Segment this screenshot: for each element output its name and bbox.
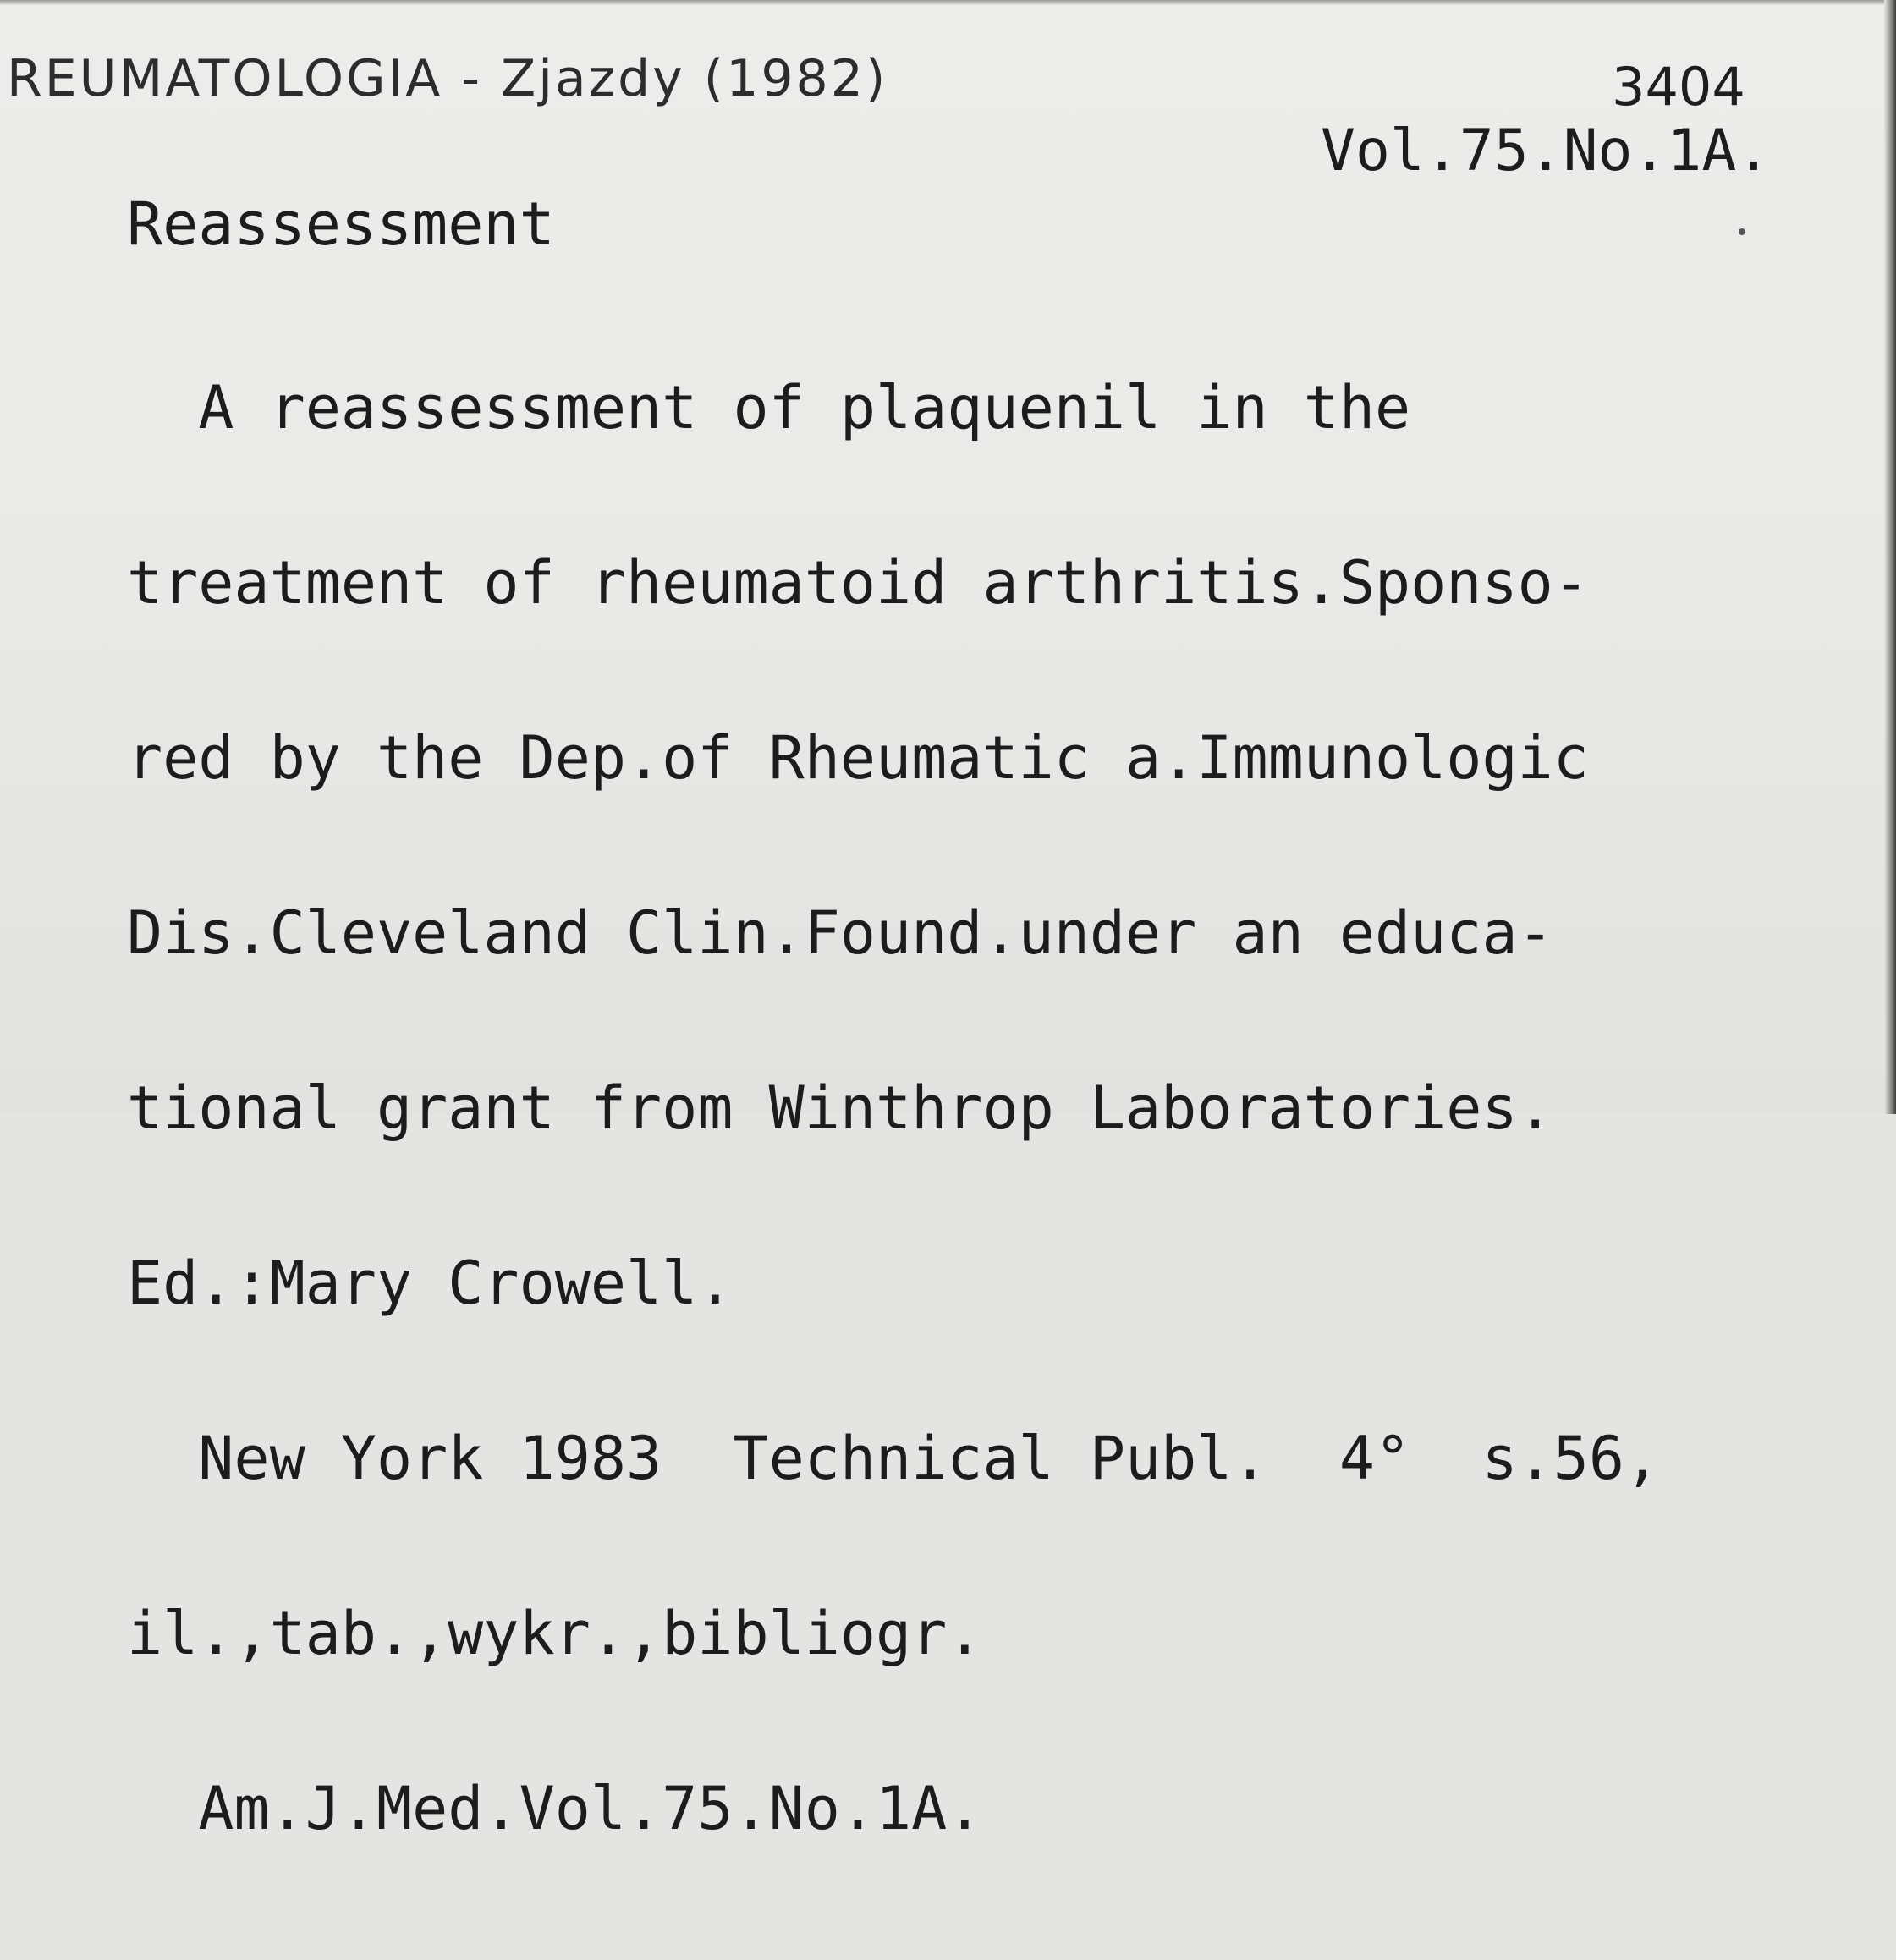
description-line: A reassessment of plaquenil in the — [127, 373, 1411, 442]
description-line: red by the Dep.of Rheumatic a.Immunologic — [127, 723, 1589, 793]
bibliographic-description — [127, 262, 1660, 1955]
collation-line: il.,tab.,wykr.,bibliogr. — [127, 1599, 983, 1668]
call-number: 3404 — [1612, 56, 1745, 118]
source-line: Am.J.Med.Vol.75.No.1A. — [127, 1774, 983, 1843]
subject-heading-handwritten: REUMATOLOGIA - Zjazdy (1982) — [7, 49, 888, 108]
description-line: tional grant from Winthrop Laboratories. — [127, 1073, 1553, 1143]
card-right-edge — [1884, 0, 1896, 1114]
description-line: Dis.Cleveland Clin.Found.under an educa- — [127, 898, 1553, 968]
description-line: Ed.:Mary Crowell. — [127, 1249, 734, 1318]
stray-mark — [1739, 228, 1745, 235]
card-top-edge — [0, 0, 1896, 5]
imprint-line: New York 1983 Technical Publ. 4° s.56, — [127, 1424, 1661, 1493]
entry-heading: Reassessment — [127, 189, 555, 259]
volume-reference: Vol.75.No.1A. — [1321, 118, 1772, 184]
description-line: treatment of rheumatoid arthritis.Sponso- — [127, 548, 1589, 618]
